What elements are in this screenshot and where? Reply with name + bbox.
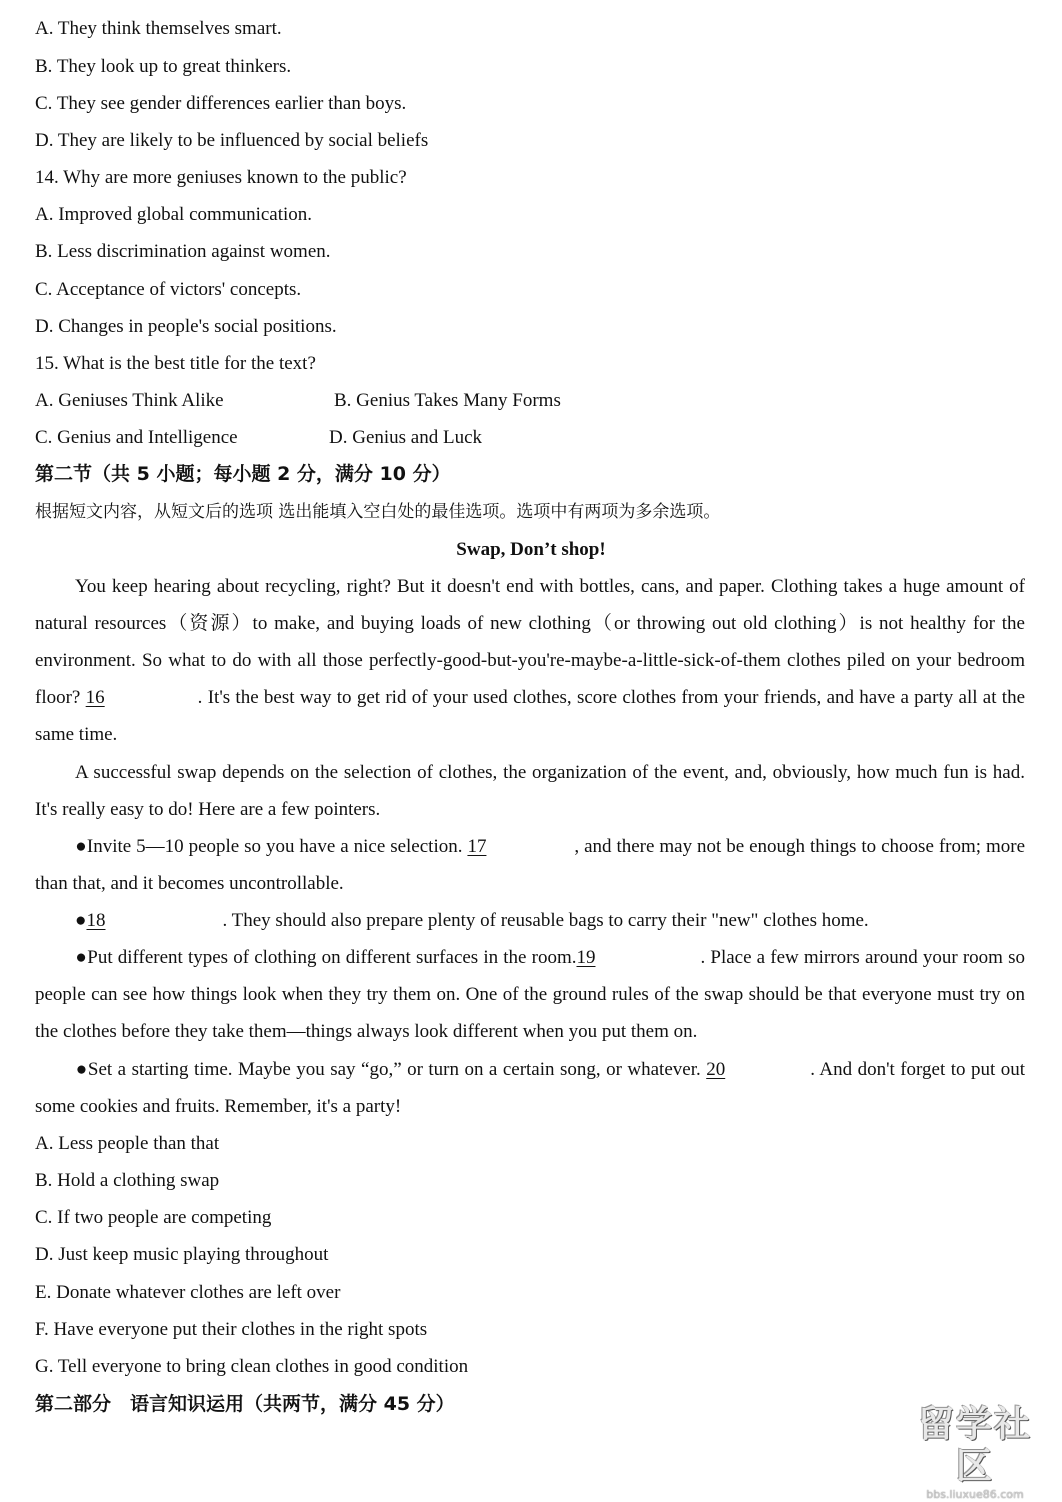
q15-option-d: D. Genius and Luck [329,427,483,448]
q14-option-d: D. Changes in people's social positions. [35,316,337,337]
paragraph-2-text: A successful swap depends on the selection of clothes, the organization of the event, and, obviously, how much fun is had. It's really easy to do! Here are a few pointers. [35,762,1025,820]
q14-option-b: B. Less discrimination against women. [35,241,331,262]
bullet-4-text-a: ●Set a starting time. Maybe you say “go,” or turn on a certain song, or whatever. [75,1059,701,1080]
bullet-3-text-a: ●Put different types of clothing on different surfaces in the room. [75,947,577,968]
choice-b: B. Hold a clothing swap [35,1170,220,1191]
q14-option-a: A. Improved global communication. [35,204,313,225]
q13-option-d: D. They are likely to be influenced by social beliefs [35,130,429,151]
blank-18: 18 [86,910,106,931]
choice-d: D. Just keep music playing throughout [35,1244,329,1265]
blank-16: 16 [85,687,105,708]
bullet-2-text: . They should also prepare plenty of reusable bags to carry their "new" clothes home. [222,910,869,931]
q15-option-b: B. Genius Takes Many Forms [334,390,561,411]
passage-title: Swap, Don’t shop! [456,539,606,560]
bullet-4-text-b: . And don't forget to put out some cookies and fruits. Remember, it's a party! [35,1059,1025,1117]
q15-question: 15. What is the best title for the text? [35,353,316,374]
q13-option-a: A. They think themselves smart. [35,18,282,39]
paragraph-1-text-b: . It's the best way to get rid of your used clothes, score clothes from your friends, and have a party all at the same time. [35,687,1026,745]
choice-a: A. Less people than that [35,1133,220,1154]
q15-option-c: C. Genius and Intelligence [35,427,238,448]
passage-paragraph-2 [35,754,1025,828]
q13-option-c: C. They see gender differences earlier than boys. [35,93,407,114]
choice-g: G. Tell everyone to bring clean clothes in good condition [35,1356,469,1377]
q15-option-a: A. Geniuses Think Alike [35,390,224,411]
bullet-1-text-a: ●Invite 5—10 people so you have a nice selection. [75,836,463,857]
blank-19: 19 [576,947,596,968]
q14-option-c: C. Acceptance of victors' concepts. [35,279,302,300]
choice-e: E. Donate whatever clothes are left over [35,1282,341,1303]
watermark-url: bbs.liuxue86.com [926,1488,1024,1501]
bullet-start-time [35,1051,1025,1125]
watermark-text: 留学社区 [917,1404,1032,1487]
section2-heading: 第二节（共 5 小题；每小题 2 分，满分 10 分） [35,463,451,485]
part2-heading: 第二部分 语言知识运用（共两节，满分 45 分） [35,1393,455,1415]
bullet-surfaces [35,939,1025,1050]
blank-20: 20 [706,1059,726,1080]
section2-instruction: 根据短文内容，从短文后的选项 选出能填入空白处的最佳选项。选项中有两项为多余选项。 [35,502,721,522]
bullet-invite [35,828,1025,902]
choice-c: C. If two people are competing [35,1207,272,1228]
blank-17: 17 [467,836,487,857]
choice-f: F. Have everyone put their clothes in the right spots [35,1319,428,1340]
q14-question: 14. Why are more geniuses known to the public? [35,167,407,188]
bullet-3-text-b: . Place a few mirrors around your room so people can see how things look when they try them on. One of the ground rules of the swap should be that everyone must try on the clothes before they take them—things always look different when you put them on. [35,947,1025,1042]
bullet-1-text-b: , and there may not be enough things to choose from; more than that, and it becomes uncontrollable. [35,836,1026,894]
passage-paragraph-1 [35,568,1025,753]
paragraph-1-text-a: You keep hearing about recycling, right? But it doesn't end with bottles, cans, and paper. Clothing takes a huge amount of natural resources（资源）to make, and buying loads of new clothing（or throwing out old clothing）is not healthy for the environment. So what to do with all those perfectly-good-but-you're-maybe-a-little-sick-of-them clothes piled on your bedroom floor? [35,576,1025,708]
site-watermark-logo [900,1404,1050,1501]
bullet-bring-clothes [35,902,1025,939]
bullet-2-marker: ● [75,910,87,931]
q13-option-b: B. They look up to great thinkers. [35,56,292,77]
